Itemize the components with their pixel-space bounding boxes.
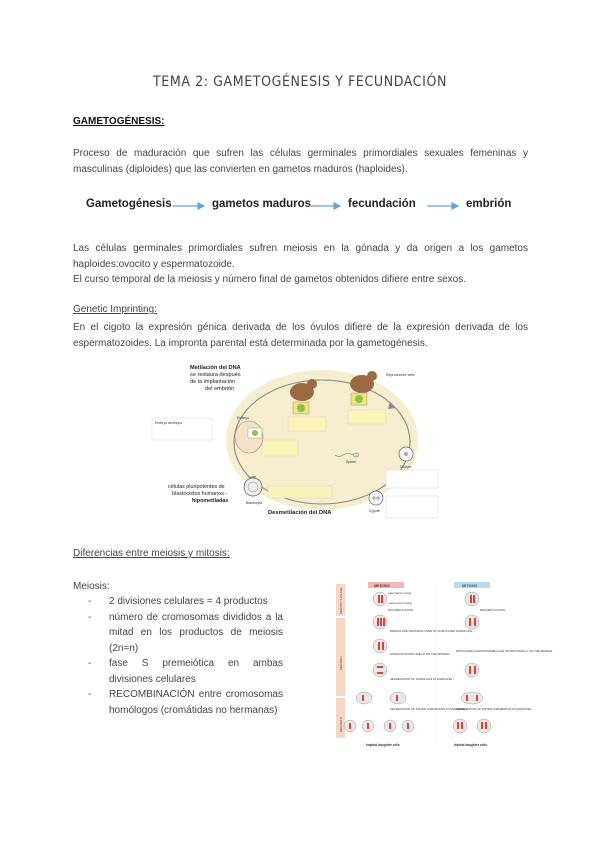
cycle-label-left-3: hipometiladas [192,498,229,504]
side-label-meiosis-2: MEIOSIS II [339,716,343,732]
list-item: - fase S premeiótica en ambas divisiones celulares [88,656,283,687]
embryo-develops-label: Embryo develops [155,421,183,425]
right-step-2: DUPLICATED CHROMOSOMES LINE UP INDIVIDUALLY ON THE SPINDLE [456,649,553,653]
left-step-1: DNA REPLICATION [388,608,413,612]
header-mitosis: MITOSIS [462,584,478,588]
sperm-label: Sperm [346,460,357,464]
left-step-3: HOMOLOG PAIRS LINE UP ON THE SPINDLE [390,652,450,656]
section-heading-gametogenesis: GAMETOGÉNESIS: [73,116,165,127]
embryo-icon [235,421,263,453]
paragraph-temporal: El curso temporal de la meiosis y número final de gametos obtenidos difiere entre sexos. [73,274,466,285]
meiosis-mitosis-figure [336,580,553,758]
left-step-4: SEGREGATION OF HOMOLOGS AT ANAPHASE I [390,677,454,681]
right-step-1: DNA REPLICATION [480,608,505,612]
arrow-icon [452,203,458,209]
left-step-2: PAIRING AND CROSSING OVER OF DUPLICATED HOMOLOGS [390,629,473,633]
cycle-label-top-2: se restaura después [190,372,241,378]
flow-step-4: embrión [466,198,512,210]
side-label-meiosis-1: MEIOSIS I [339,655,343,670]
cycle-label-left-2: blastocistos humanos - [172,491,228,497]
methylation-cycle-figure [150,362,440,528]
differences-heading: Diferencias entre meiosis y mitosis: [73,548,230,559]
cycle-label-top-3: de la implantación [190,379,236,385]
flow-step-2: gametos maduros [212,198,312,210]
zygote-label: Zygote [369,509,380,513]
list-item: - número de cromosomas divididos a la mitad en los productos de meiosis (2n=n) [88,610,283,657]
list-item: - 2 divisiones celulares = 4 productos [88,594,283,610]
list-item: - RECOMBINACIÓN entre cromosomas homólogos (cromátidas no hermanas) [88,687,283,718]
left-step-5: SEGREGATION OF SISTER CHROMATIDS AT ANAPHASE II [390,707,468,711]
page-title: TEMA 2: GAMETOGÉNESIS Y FECUNDACIÓN [153,74,447,90]
blastocyst-icon [244,478,262,496]
blastocyst-label: Blastocyst [246,501,262,505]
meiosis-label: Meiosis: [73,581,110,592]
arrow-icon [198,203,204,209]
cycle-label-top-4: del embrión [205,386,235,392]
imprinting-text: En el cigoto la expresión génica derivada de los óvulos difiere de la expresión derivada de los espermatozoides. La impronta parental está determinada por la gametogénesis. [73,322,528,349]
side-label-s-phase: MEIOTIC S PHASE [339,587,343,614]
legend-paternal: paternal homolog [388,591,412,595]
embryo-label: Embryo [237,416,250,420]
flow-step-3: fecundación [348,198,416,210]
oocyte-label: Oocyte [400,465,412,469]
paragraph-definition: Proceso de maduración que sufren las células germinales primordiales sexuales femeninas y masculinas (diploides) que las convierten en gametos maduros (haploides). [73,148,528,175]
meiosis-list [88,594,283,718]
paragraph-meiosis-gonad: Las células germinales primordiales sufren meiosis en la gónada y da origen a los gametos haploides:ovocito y espermatozoide. [73,243,528,270]
footer-diploid: diploid daughter cells [454,743,487,747]
cycle-label-left-1: células pluripotentes de [168,484,225,490]
zygote-icon [369,491,383,505]
oocyte-icon [399,447,413,461]
repro-cells-label: Reproductive cells [386,373,415,377]
footer-haploid: haploid daughter cells [366,743,400,747]
cycle-label-top-1: Metilación del DNA [190,365,241,371]
right-step-3: SEGREGATION OF SISTER CHROMATIDS AT ANAPHASE [456,707,532,711]
flow-arrows [86,196,516,216]
arrow-icon [334,203,340,209]
imprinting-heading: Genetic Imprinting: [73,304,157,315]
header-meiosis: MEIOSIS [374,584,390,588]
flow-step-1: Gametogénesis [86,198,172,210]
gametogenesis-flow [86,196,516,216]
cycle-label-bottom: Desmetilación del DNA [268,510,332,516]
legend-maternal: maternal homolog [388,601,413,605]
